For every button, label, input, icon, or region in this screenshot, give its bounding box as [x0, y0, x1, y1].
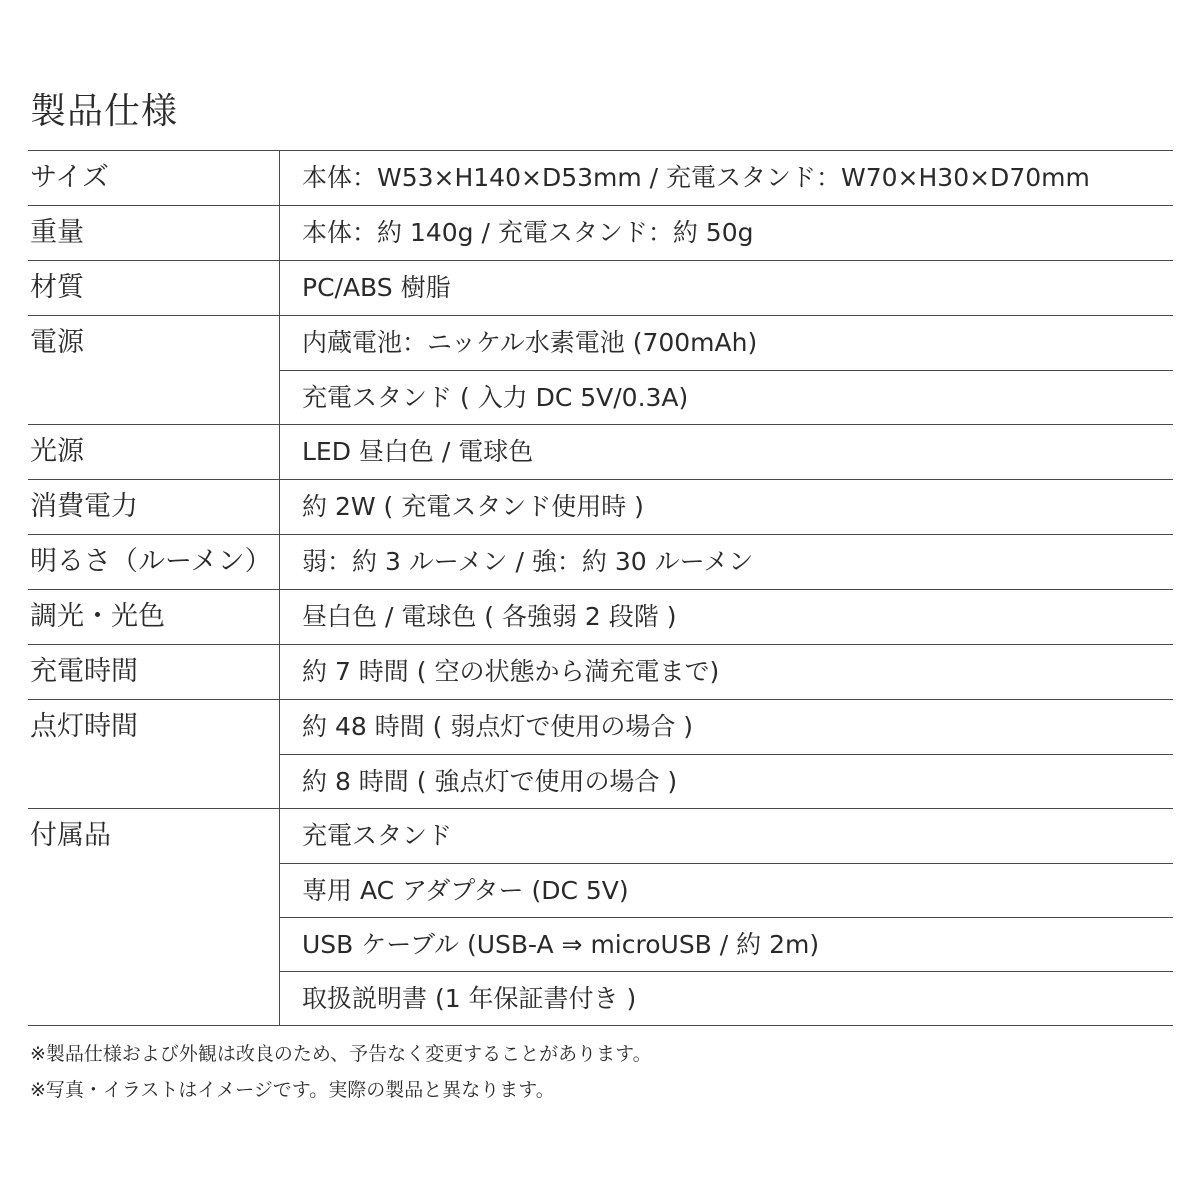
spec-value: 充電スタンド: [302, 821, 453, 850]
spec-label: 重量: [28, 206, 280, 260]
spec-value: 約 2W ( 充電スタンド使用時 ): [302, 492, 644, 521]
spec-value: 専用 AC アダプター (DC 5V): [280, 863, 1173, 917]
spec-row-size: [28, 151, 1173, 206]
spec-value: 本体：約 140g / 充電スタンド：約 50g: [302, 218, 754, 247]
spec-value: 弱：約 3 ルーメン / 強：約 30 ルーメン: [302, 547, 754, 576]
spec-row-lighting-time: [28, 700, 1173, 809]
spec-value: 約 8 時間 ( 強点灯で使用の場合 ): [280, 754, 1173, 808]
spec-values: [280, 206, 1173, 260]
spec-values: [280, 700, 1173, 808]
spec-value: 約 7 時間 ( 空の状態から満充電まで): [302, 657, 720, 686]
spec-row-material: [28, 261, 1173, 316]
spec-value: 取扱説明書 (1 年保証書付き ): [280, 971, 1173, 1025]
spec-label: 付属品: [28, 809, 280, 1025]
spec-value: 約 48 時間 ( 弱点灯で使用の場合 ): [302, 712, 694, 741]
spec-label: 材質: [28, 261, 280, 315]
spec-value: LED 昼白色 / 電球色: [302, 437, 534, 466]
spec-values: [280, 151, 1173, 205]
spec-values: [280, 480, 1173, 534]
spec-value: 昼白色 / 電球色 ( 各強弱 2 段階 ): [302, 602, 677, 631]
spec-values: [280, 590, 1173, 644]
spec-row-charge-time: [28, 645, 1173, 700]
spec-value: USB ケーブル (USB-A ⇒ microUSB / 約 2m): [280, 917, 1173, 971]
footnote: ※写真・イラストはイメージです。実際の製品と異なります。: [30, 1079, 555, 1101]
spec-label: 電源: [28, 316, 280, 424]
footnotes: [30, 1036, 652, 1108]
spec-values: [280, 535, 1173, 589]
spec-values: [280, 425, 1173, 479]
spec-label: サイズ: [28, 151, 280, 205]
spec-values: [280, 261, 1173, 315]
spec-label: 消費電力: [28, 480, 280, 534]
spec-row-brightness: [28, 535, 1173, 590]
spec-row-power-source: [28, 316, 1173, 425]
spec-row-light-source: [28, 425, 1173, 480]
spec-row-weight: [28, 206, 1173, 261]
spec-row-dimming: [28, 590, 1173, 645]
spec-row-accessories: [28, 809, 1173, 1026]
spec-label: 点灯時間: [28, 700, 280, 808]
spec-value: 充電スタンド ( 入力 DC 5V/0.3A): [280, 370, 1173, 424]
spec-label: 光源: [28, 425, 280, 479]
spec-values: [280, 809, 1173, 1025]
spec-values: [280, 316, 1173, 424]
footnote: ※製品仕様および外観は改良のため、予告なく変更することがあります。: [30, 1043, 652, 1065]
spec-table: [28, 150, 1173, 1026]
spec-value: 内蔵電池：ニッケル水素電池 (700mAh): [302, 328, 758, 357]
spec-value: PC/ABS 樹脂: [302, 273, 451, 302]
spec-label: 明るさ（ルーメン）: [28, 535, 280, 589]
spec-label: 充電時間: [28, 645, 280, 699]
page-title: 製品仕様: [30, 91, 179, 132]
spec-value: 本体：W53×H140×D53mm / 充電スタンド：W70×H30×D70mm: [302, 163, 1090, 192]
spec-label: 調光・光色: [28, 590, 280, 644]
spec-values: [280, 645, 1173, 699]
spec-row-power-consumption: [28, 480, 1173, 535]
